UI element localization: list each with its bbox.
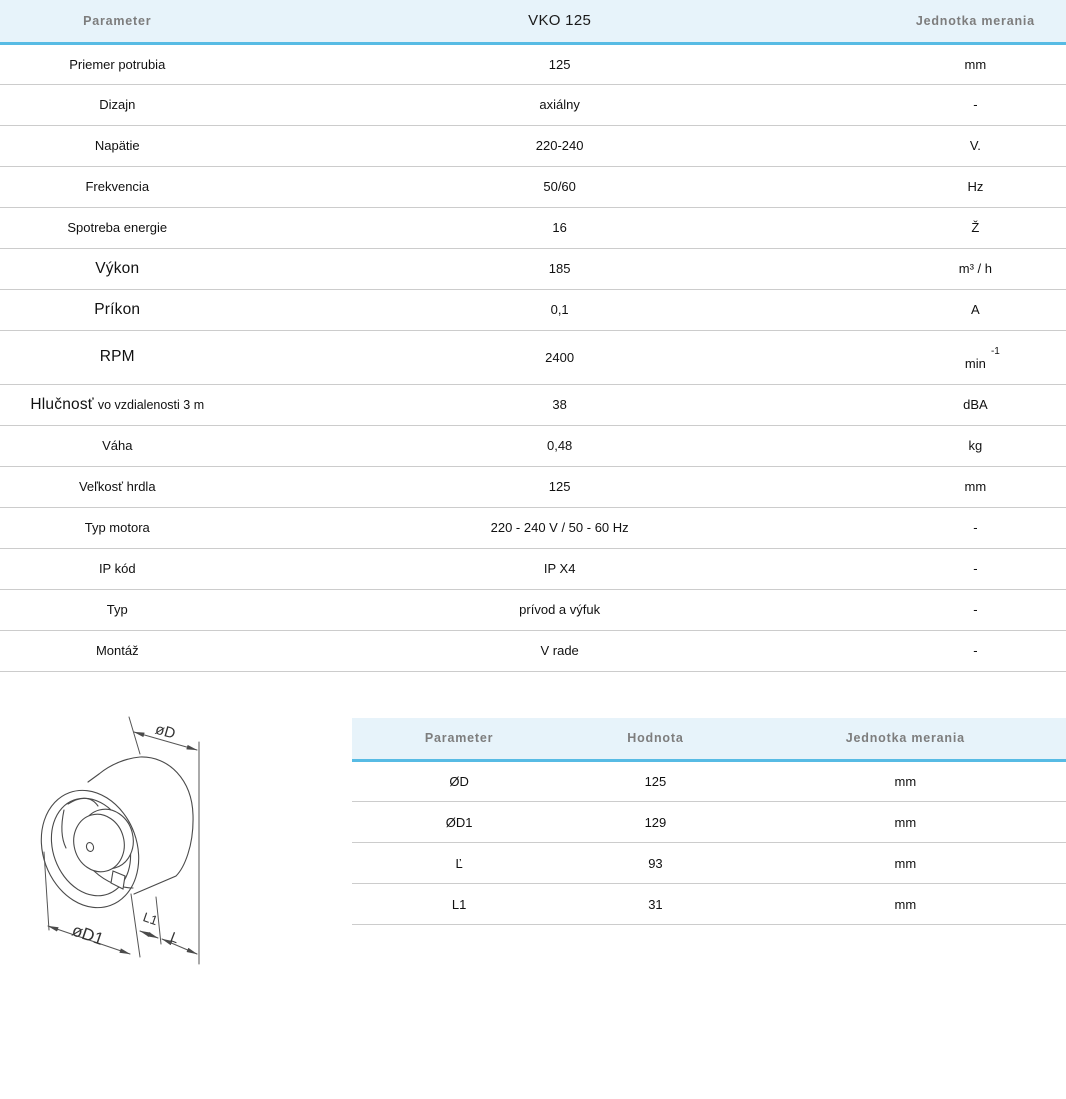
param-label-text: L1 — [451, 896, 467, 912]
param-value: 50/60 — [235, 166, 885, 207]
param-label — [0, 589, 235, 630]
fan-body-top-edge — [88, 774, 99, 782]
param-value: 0,48 — [235, 425, 885, 466]
param-label — [0, 207, 235, 248]
param-unit: A — [885, 289, 1066, 330]
bottom-whitespace — [0, 979, 1066, 1099]
table-row — [352, 802, 1066, 843]
dim-line-l1 — [140, 931, 158, 938]
param-label — [0, 166, 235, 207]
param-label — [0, 425, 235, 466]
param-unit: - — [885, 548, 1066, 589]
param-label-text: ØD1 — [445, 814, 473, 830]
table-row — [0, 466, 1066, 507]
table-row — [0, 166, 1066, 207]
table-row — [352, 884, 1066, 925]
param-label-text: Typ — [106, 602, 128, 617]
table-row — [0, 548, 1066, 589]
table-row — [0, 289, 1066, 330]
table-row — [352, 843, 1066, 884]
unit-base: min — [964, 356, 986, 372]
param-value: 220-240 — [235, 125, 885, 166]
table-row — [0, 207, 1066, 248]
param-unit: mm — [745, 884, 1066, 925]
param-unit: mm — [745, 761, 1066, 802]
unit-with-exponent — [964, 345, 1000, 372]
param-unit: kg — [885, 425, 1066, 466]
table-row — [0, 248, 1066, 289]
param-label-text: Váha — [102, 438, 133, 453]
param-label — [0, 466, 235, 507]
table-row — [0, 630, 1066, 671]
param-value: axiálny — [235, 84, 885, 125]
param-label-text: Veľkosť hrdla — [78, 479, 156, 494]
param-unit: Hz — [885, 166, 1066, 207]
param-label-text: Ľ — [455, 855, 463, 871]
param-value: prívod a výfuk — [235, 589, 885, 630]
param-label-text: IP kód — [98, 561, 136, 576]
table-row — [0, 125, 1066, 166]
table-row — [0, 84, 1066, 125]
spec-header-unit: Jednotka merania — [885, 0, 1066, 43]
param-unit: mm — [745, 843, 1066, 884]
param-label — [0, 289, 235, 330]
param-label-text: Montáž — [95, 643, 139, 658]
param-value: 0,1 — [235, 289, 885, 330]
param-unit: Ž — [885, 207, 1066, 248]
spec-table-header-row — [0, 0, 1066, 43]
param-unit: - — [885, 84, 1066, 125]
param-label — [0, 43, 235, 84]
param-label-text: Výkon — [95, 259, 140, 277]
param-label-text: Typ motora — [84, 520, 150, 535]
param-value: IP X4 — [235, 548, 885, 589]
dims-header-value: Hodnota — [566, 718, 745, 761]
param-label — [0, 248, 235, 289]
dim-label-d1: øD1 — [69, 920, 107, 949]
param-label-text: Dizajn — [99, 97, 136, 112]
param-unit: mm — [885, 466, 1066, 507]
param-label — [352, 802, 566, 843]
param-unit: V. — [885, 125, 1066, 166]
param-unit — [885, 330, 1066, 384]
dims-table-header-row — [352, 718, 1066, 761]
param-unit: - — [885, 630, 1066, 671]
param-value: 220 - 240 V / 50 - 60 Hz — [235, 507, 885, 548]
table-row — [0, 425, 1066, 466]
param-value: V rade — [235, 630, 885, 671]
table-row — [0, 507, 1066, 548]
spec-header-parameter: Parameter — [0, 0, 235, 43]
param-value: 185 — [235, 248, 885, 289]
param-label — [352, 884, 566, 925]
param-label-text: ØD — [449, 774, 469, 789]
param-label — [0, 330, 235, 384]
param-value: 38 — [235, 384, 885, 425]
fan-technical-drawing-icon — [28, 712, 330, 974]
table-row — [0, 330, 1066, 384]
dim-ext-l1-left — [131, 894, 140, 957]
param-label-text: Frekvencia — [85, 179, 150, 194]
dims-header-unit: Jednotka merania — [745, 718, 1066, 761]
param-label — [0, 630, 235, 671]
fan-drawing-wrap — [0, 712, 352, 979]
param-label-text: Priemer potrubia — [69, 56, 166, 72]
param-label-suffix: vo vzdialenosti 3 m — [97, 397, 205, 412]
param-value: 16 — [235, 207, 885, 248]
dim-ext-d-left — [129, 717, 140, 754]
dimensions-section — [0, 712, 1066, 979]
table-row — [0, 589, 1066, 630]
param-unit: - — [885, 507, 1066, 548]
param-unit: dBA — [885, 384, 1066, 425]
dim-line-l — [162, 939, 197, 954]
param-label — [0, 384, 235, 425]
param-unit: m³ / h — [885, 248, 1066, 289]
param-label-text: Príkon — [94, 300, 141, 318]
param-value: 31 — [566, 884, 745, 925]
param-value: 125 — [235, 466, 885, 507]
dimensions-table — [352, 718, 1066, 926]
param-label — [352, 761, 566, 802]
param-value: 125 — [566, 761, 745, 802]
param-label — [0, 507, 235, 548]
dimensions-table-wrap — [352, 718, 1066, 926]
table-row — [352, 761, 1066, 802]
param-value: 129 — [566, 802, 745, 843]
dim-label-l: L — [168, 927, 182, 946]
table-row — [0, 43, 1066, 84]
param-label — [352, 843, 566, 884]
spec-table-body — [0, 43, 1066, 671]
param-label — [0, 548, 235, 589]
param-label-text: Napätie — [94, 138, 140, 153]
dims-table-body — [352, 761, 1066, 925]
dim-label-l1: L1 — [141, 908, 160, 928]
param-value: 2400 — [235, 330, 885, 384]
param-value: 93 — [566, 843, 745, 884]
unit-exponent: -1 — [990, 345, 1000, 357]
param-unit: - — [885, 589, 1066, 630]
dims-header-parameter: Parameter — [352, 718, 566, 761]
param-label — [0, 125, 235, 166]
dim-label-d: øD — [153, 720, 178, 743]
param-value: 125 — [235, 43, 885, 84]
spec-header-model: VKO 125 — [235, 0, 885, 43]
param-label-text: Hlučnosť — [30, 395, 94, 413]
param-label-text: Spotreba energie — [67, 220, 168, 235]
table-row — [0, 384, 1066, 425]
param-unit: mm — [745, 802, 1066, 843]
param-unit: mm — [885, 43, 1066, 84]
param-label-text: RPM — [99, 348, 135, 365]
param-label — [0, 84, 235, 125]
